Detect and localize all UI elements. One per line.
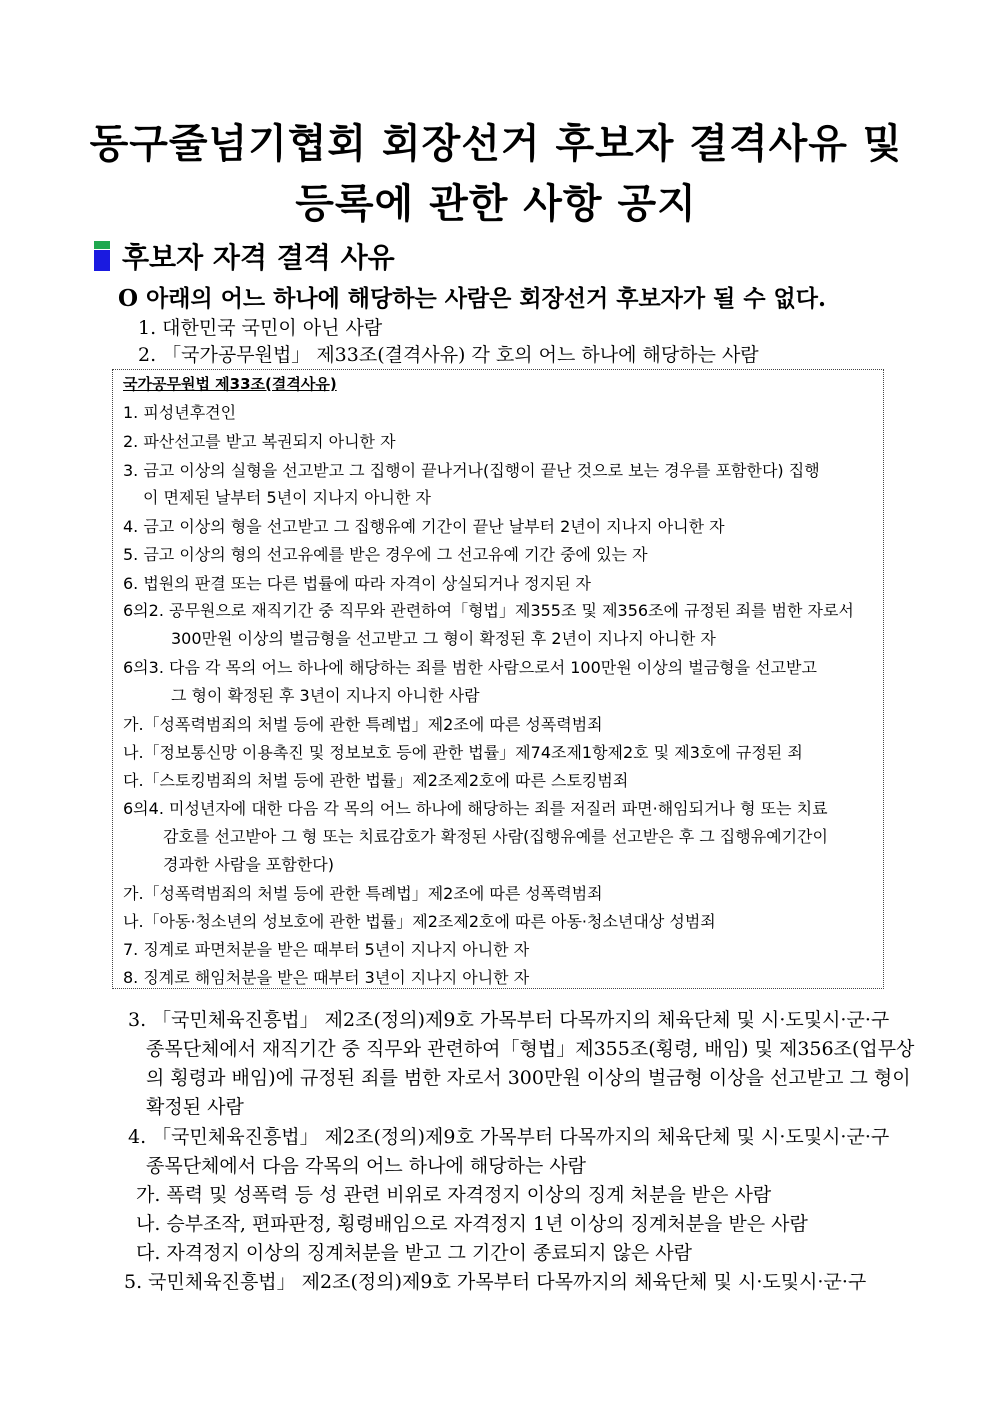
item-3-line: 3. 「국민체육진흥법」 제2조(정의)제9호 가목부터 다목까지의 체육단체 및 시·도및시·군·구 bbox=[128, 1009, 890, 1031]
law-line: 3. 금고 이상의 실형을 선고받고 그 집행이 끝나거나(집행이 끝난 것으로 보는 경우를 포함한다) 집행 bbox=[123, 461, 820, 480]
law-line: 이 면제된 날부터 5년이 지나지 아니한 자 bbox=[143, 488, 431, 507]
section-heading bbox=[94, 236, 395, 276]
section-heading-text: 후보자 자격 결격 사유 bbox=[122, 241, 395, 274]
law-line: 그 형이 확정된 후 3년이 지나지 아니한 사람 bbox=[171, 686, 480, 705]
item-5-line: 5. 국민체육진흥법」 제2조(정의)제9호 가목부터 다목까지의 체육단체 및 시·도및시·군·구 bbox=[124, 1271, 867, 1293]
law-line: 5. 금고 이상의 형의 선고유예를 받은 경우에 그 선고유예 기간 중에 있는 자 bbox=[123, 545, 648, 564]
law-line: 다.「스토킹범죄의 처벌 등에 관한 법률」제2조제2호에 따른 스토킹범죄 bbox=[123, 771, 629, 790]
law-line: 나.「아동·청소년의 성보호에 관한 법률」제2조제2호에 따른 아동·청소년대상 성범죄 bbox=[123, 912, 716, 931]
page-title-line-1: 동구줄넘기협회 회장선거 후보자 결격사유 및 bbox=[89, 121, 903, 167]
section-marker-icon bbox=[94, 241, 110, 271]
item-2: 2. 「국가공무원법」 제33조(결격사유) 각 호의 어느 하나에 해당하는 사람 bbox=[138, 344, 759, 366]
item-4-line: 4. 「국민체육진흥법」 제2조(정의)제9호 가목부터 다목까지의 체육단체 및 시·도및시·군·구 bbox=[128, 1126, 890, 1148]
item-3-line: 종목단체에서 재직기간 중 직무와 관련하여「형법」제355조(횡령, 배임) 및 제356조(업무상 bbox=[146, 1038, 915, 1060]
item-3-line: 의 횡령과 배임)에 규정된 죄를 범한 자로서 300만원 이상의 벌금형 이상을 선고받고 그 형이 bbox=[146, 1067, 911, 1089]
law-line: 6의2. 공무원으로 재직기간 중 직무와 관련하여「형법」제355조 및 제356조에 규정된 죄를 범한 자로서 bbox=[123, 601, 854, 620]
item-3-line: 확정된 사람 bbox=[146, 1096, 244, 1118]
law-line: 1. 피성년후견인 bbox=[123, 403, 237, 422]
item-1: 1. 대한민국 국민이 아닌 사람 bbox=[138, 317, 383, 339]
law-line: 4. 금고 이상의 형을 선고받고 그 집행유예 기간이 끝난 날부터 2년이 지나지 아니한 자 bbox=[123, 517, 725, 536]
law-line: 8. 징계로 해임처분을 받은 때부터 3년이 지나지 아니한 자 bbox=[123, 968, 530, 987]
item-4-line: 나. 승부조작, 편파판정, 횡령배임으로 자격정지 1년 이상의 징계처분을 받은 사람 bbox=[136, 1213, 808, 1235]
lead-statement: O 아래의 어느 하나에 해당하는 사람은 회장선거 후보자가 될 수 없다. bbox=[118, 285, 827, 312]
law-line: 2. 파산선고를 받고 복권되지 아니한 자 bbox=[123, 432, 396, 451]
law-line: 6의4. 미성년자에 대한 다음 각 목의 어느 하나에 해당하는 죄를 저질러 파면·해임되거나 형 또는 치료 bbox=[123, 799, 828, 818]
law-box-title: 국가공무원법 제33조(결격사유) bbox=[123, 375, 337, 393]
law-line: 7. 징계로 파면처분을 받은 때부터 5년이 지나지 아니한 자 bbox=[123, 940, 530, 959]
law-line: 300만원 이상의 벌금형을 선고받고 그 형이 확정된 후 2년이 지나지 아니한 자 bbox=[171, 629, 716, 648]
law-line: 경과한 사람을 포함한다) bbox=[163, 855, 334, 874]
item-4-line: 다. 자격정지 이상의 징계처분을 받고 그 기간이 종료되지 않은 사람 bbox=[136, 1242, 692, 1264]
law-line: 6의3. 다음 각 목의 어느 하나에 해당하는 죄를 범한 사람으로서 100만원 이상의 벌금형을 선고받고 bbox=[123, 658, 817, 677]
law-line: 가.「성폭력범죄의 처벌 등에 관한 특례법」제2조에 따른 성폭력범죄 bbox=[123, 884, 603, 903]
law-line: 감호를 선고받아 그 형 또는 치료감호가 확정된 사람(집행유예를 선고받은 후 그 집행유예기간이 bbox=[163, 827, 828, 846]
item-4-line: 가. 폭력 및 성폭력 등 성 관련 비위로 자격정지 이상의 징계 처분을 받은 사람 bbox=[136, 1184, 772, 1206]
law-quote-box bbox=[112, 369, 884, 989]
page-title-line-2: 등록에 관한 사항 공지 bbox=[295, 181, 697, 227]
law-line: 가.「성폭력범죄의 처벌 등에 관한 특례법」제2조에 따른 성폭력범죄 bbox=[123, 715, 603, 734]
item-4-line: 종목단체에서 다음 각목의 어느 하나에 해당하는 사람 bbox=[146, 1155, 587, 1177]
law-line: 6. 법원의 판결 또는 다른 법률에 따라 자격이 상실되거나 정지된 자 bbox=[123, 574, 591, 593]
law-line: 나.「정보통신망 이용촉진 및 정보보호 등에 관한 법률」제74조제1항제2호 및 제3호에 규정된 죄 bbox=[123, 743, 803, 762]
